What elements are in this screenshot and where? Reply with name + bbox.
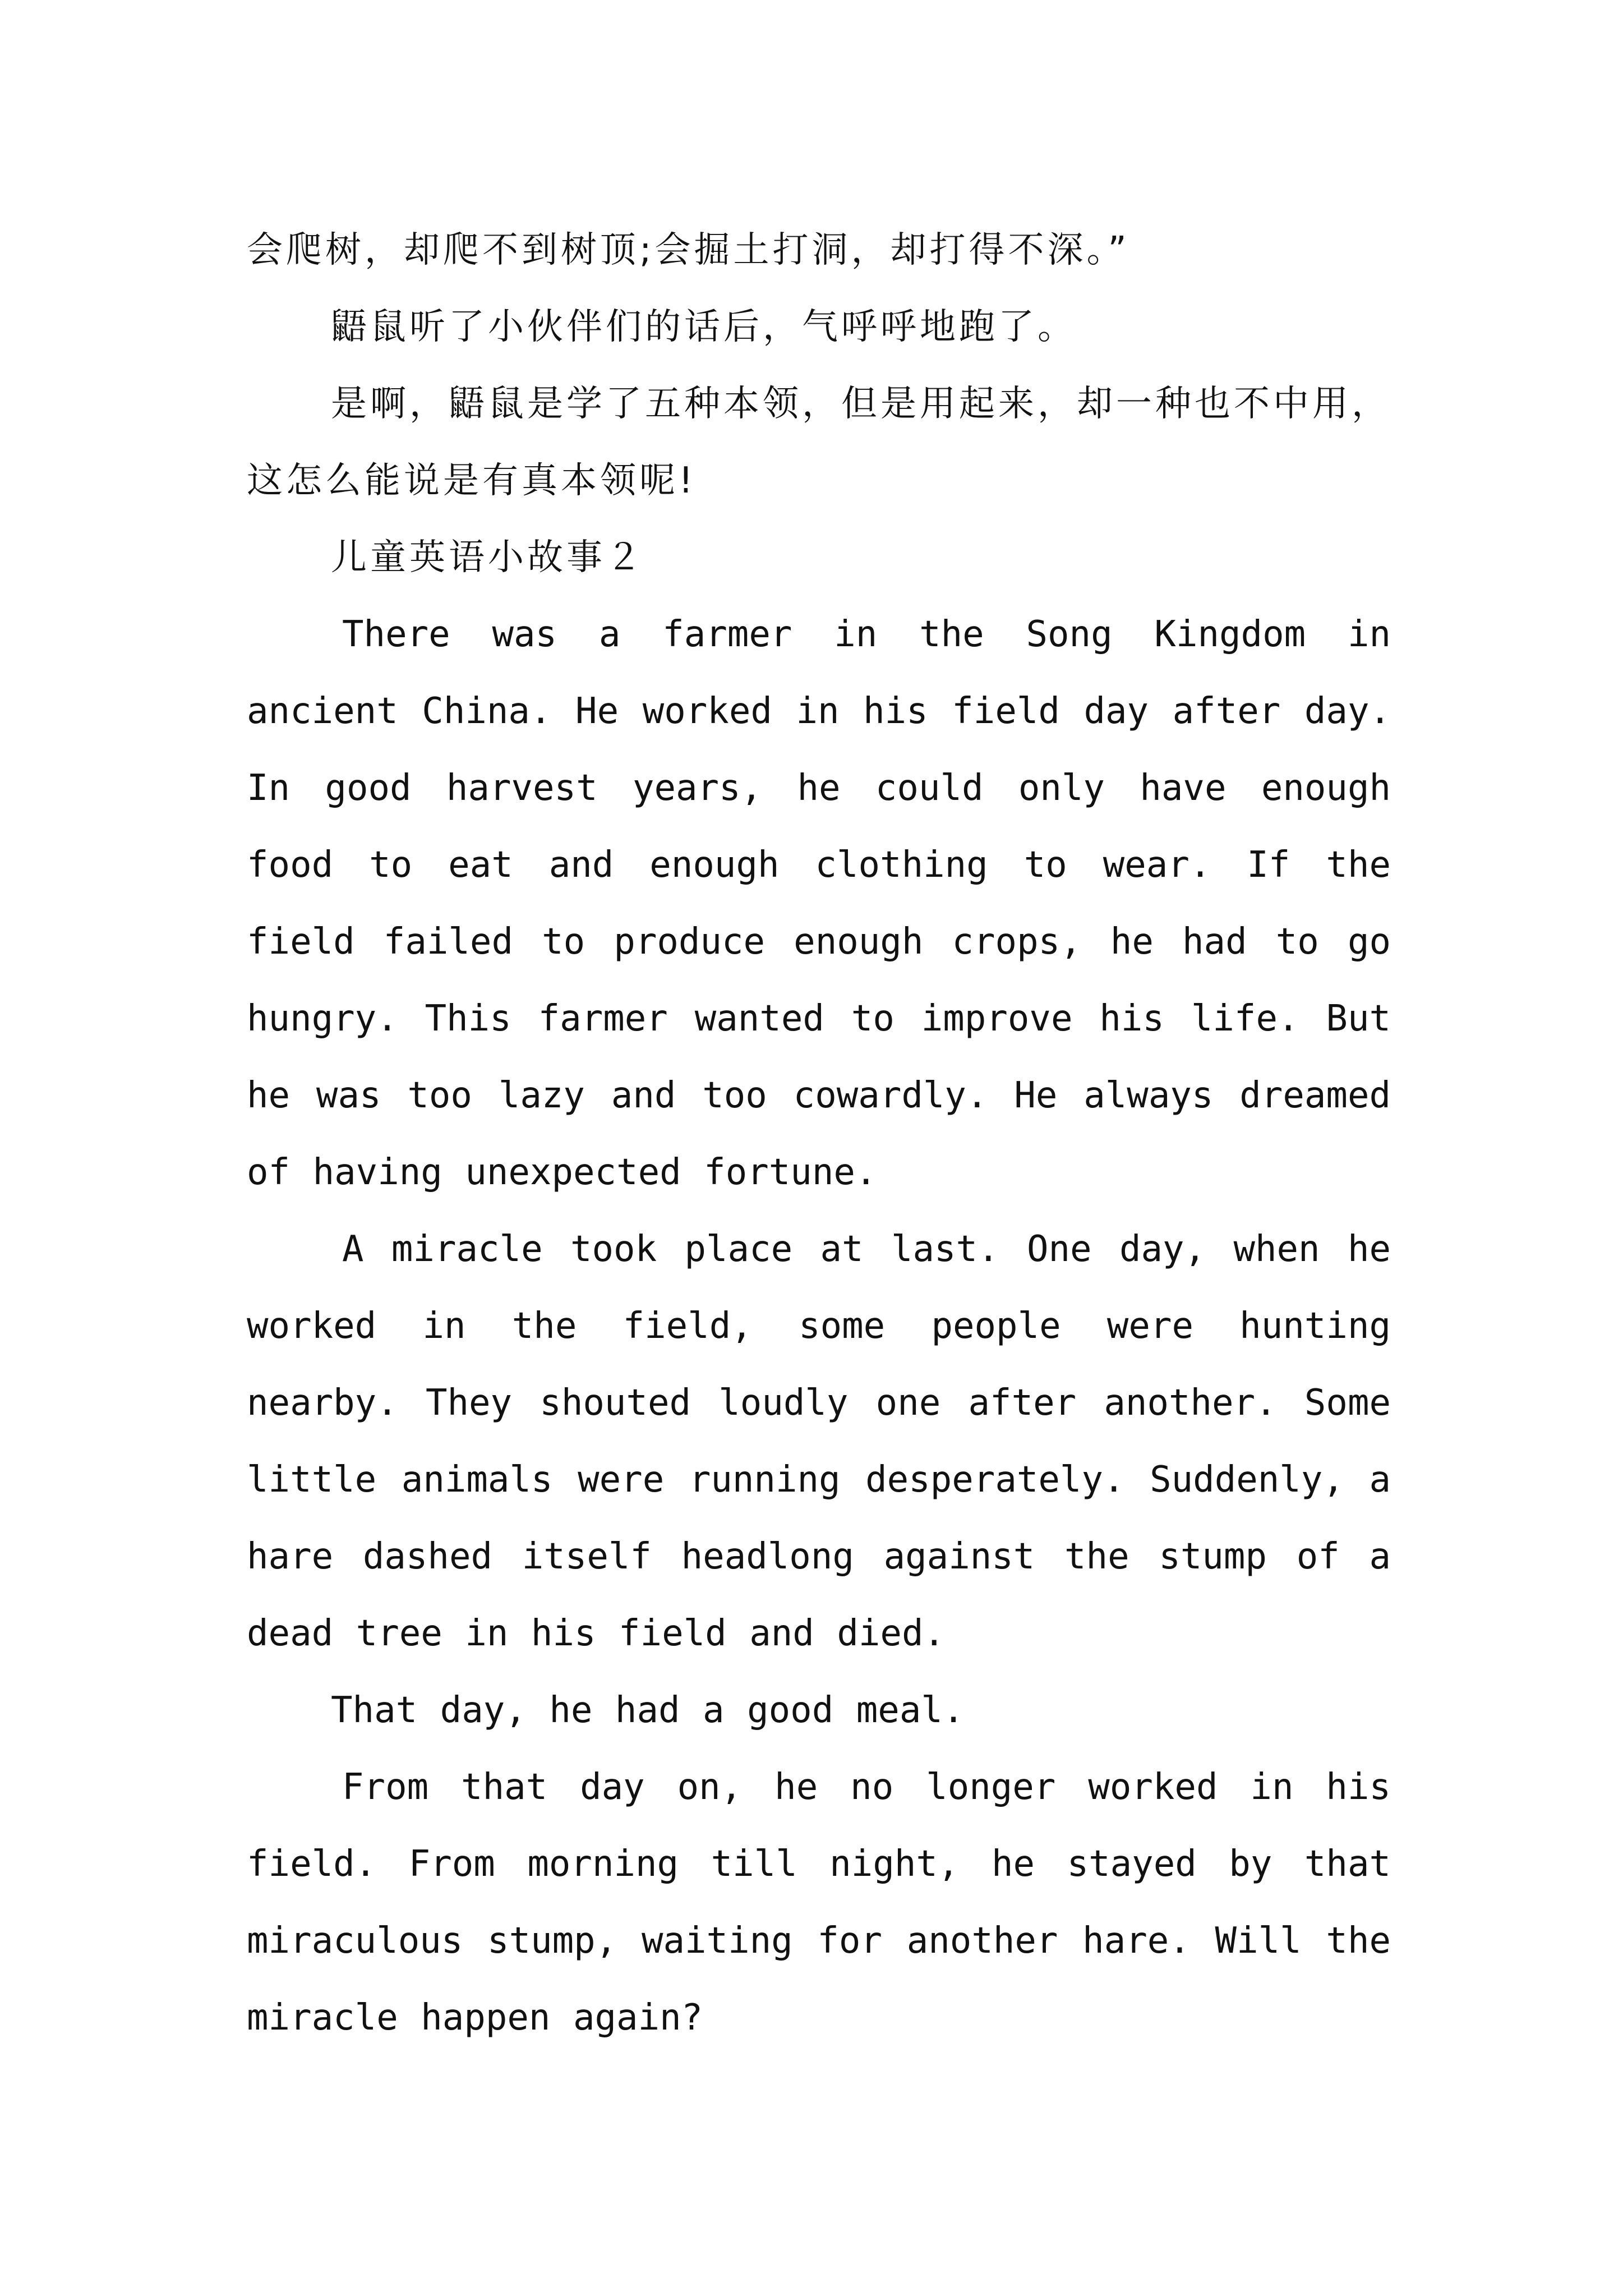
paragraph-moral: 是啊，鼯鼠是学了五种本领，但是用起来，却一种也不中用，这怎么能说是有真本领呢! bbox=[247, 383, 1391, 501]
paragraph-flying-squirrel-leaves: 鼯鼠听了小伙伴们的话后，气呼呼地跑了。 bbox=[331, 306, 1077, 348]
story-heading: 儿童英语小故事２ bbox=[331, 537, 645, 578]
paragraph-farmer-intro: There was a farmer in the Song Kingdom in ancient China. He worked in his field day after day. In good harvest years, he could only have enough food to eat and enough clothing to wear. If the field failed to produce enough crops, he had to go hungry. This farmer wanted to improve his life. But he was too lazy and too cowardly. He always dreamed of having unexpected fortune. bbox=[247, 614, 1391, 1193]
paragraph-continuation: 会爬树，却爬不到树顶;会掘土打洞，却打得不深。” bbox=[247, 229, 1130, 271]
paragraph-good-meal: That day, he had a good meal. bbox=[331, 1690, 965, 1731]
document-body bbox=[247, 212, 1391, 2056]
paragraph-waiting-stump: From that day on, he no longer worked in his field. From morning till night, he stayed by that miraculous stump, waiting for another hare. Will the miracle happen again? bbox=[247, 1766, 1391, 2039]
paragraph-miracle: A miracle took place at last. One day, when he worked in the field, some people were hunting nearby. They shouted loudly one after another. Some little animals were running desperately. Suddenly, a hare dashed itself headlong against the stump of a dead tree in his field and died. bbox=[247, 1228, 1391, 1654]
